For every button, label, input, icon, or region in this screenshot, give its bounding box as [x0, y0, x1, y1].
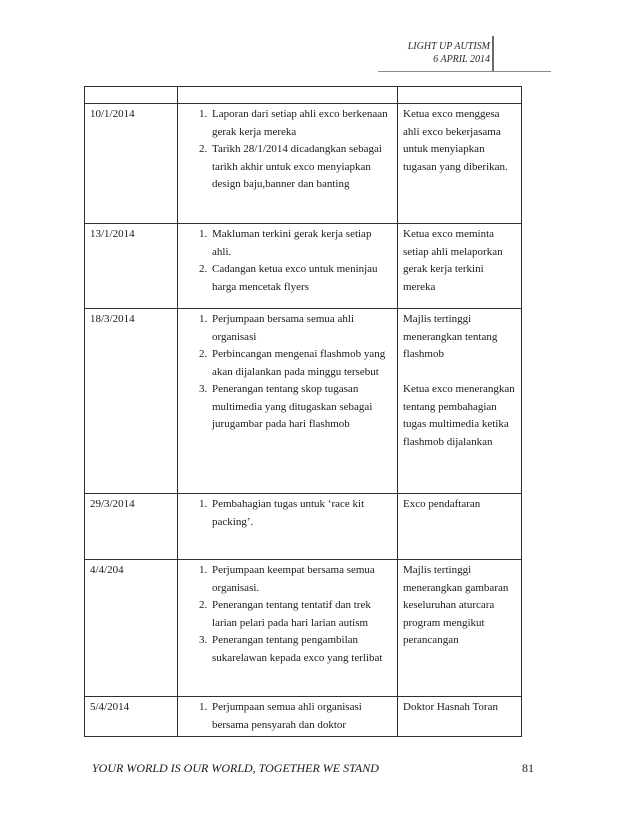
header-cell-activities [178, 87, 398, 104]
table-row [85, 494, 522, 560]
header-cell-date [85, 87, 178, 104]
activity-list [178, 106, 393, 194]
activities-cell [178, 494, 398, 560]
responsible-cell: Doktor Hasnah Toran [398, 697, 522, 737]
date-cell: 5/4/2014 [85, 697, 178, 737]
page-header [290, 40, 490, 66]
responsible-cell: Majlis tertinggi menerangkan gambaran keseluruhan aturcara program mengikut perancangan [398, 560, 522, 697]
activities-cell [178, 104, 398, 224]
activities-cell [178, 309, 398, 494]
table-row [85, 697, 522, 737]
activity-item: 2. Perbincangan mengenai flashmob yang akan dijalankan pada minggu tersebut [210, 346, 393, 381]
table-header-row [85, 87, 522, 104]
date-cell: 29/3/2014 [85, 494, 178, 560]
activities-cell [178, 224, 398, 309]
header-cell-responsible [398, 87, 522, 104]
table-row [85, 224, 522, 309]
date-cell: 13/1/2014 [85, 224, 178, 309]
header-divider-vertical [492, 36, 494, 72]
activities-cell [178, 697, 398, 737]
activity-table [84, 86, 522, 737]
table-row [85, 104, 522, 224]
activity-list [178, 699, 393, 734]
header-title: LIGHT UP AUTISM [407, 41, 490, 52]
activity-item: 1. Pembahagian tugas untuk ‘race kit packing’. [210, 496, 393, 531]
responsible-cell: Ketua exco meminta setiap ahli melaporkan gerak kerja terkini mereka [398, 224, 522, 309]
activity-item: 1. Perjumpaan semua ahli organisasi bersama pensyarah dan doktor [210, 699, 393, 734]
activity-item: 1. Perjumpaan keempat bersama semua organisasi. [210, 562, 393, 597]
table-row [85, 309, 522, 494]
activity-list [178, 562, 393, 667]
date-cell: 4/4/204 [85, 560, 178, 697]
activity-item: 1. Makluman terkini gerak kerja setiap ahli. [210, 226, 393, 261]
activity-item: 1. Perjumpaan bersama semua ahli organisasi [210, 311, 393, 346]
activity-list [178, 226, 393, 296]
activity-item: 1. Laporan dari setiap ahli exco berkenaan gerak kerja mereka [210, 106, 393, 141]
activity-list [178, 496, 393, 531]
activities-cell [178, 560, 398, 697]
activity-item: 3. Penerangan tentang pengambilan sukarelawan kepada exco yang terlibat [210, 632, 393, 667]
footer-slogan: YOUR WORLD IS OUR WORLD, TOGETHER WE STAND [92, 761, 379, 775]
responsible-cell: Ketua exco menggesa ahli exco bekerjasama untuk menyiapkan tugasan yang diberikan. [398, 104, 522, 224]
page-number: 81 [522, 761, 534, 775]
header-date: 6 APRIL 2014 [433, 54, 490, 65]
responsible-cell: Exco pendaftaran [398, 494, 522, 560]
activity-item: 3. Penerangan tentang skop tugasan multimedia yang ditugaskan sebagai jurugambar pada hari flashmob [210, 381, 393, 434]
table-row [85, 560, 522, 697]
activity-item: 2. Cadangan ketua exco untuk meninjau harga mencetak flyers [210, 261, 393, 296]
date-cell: 18/3/2014 [85, 309, 178, 494]
header-divider-horizontal [378, 71, 551, 72]
activity-list [178, 311, 393, 434]
activity-item: 2. Tarikh 28/1/2014 dicadangkan sebagai tarikh akhir untuk exco menyiapkan design baju,banner dan banting [210, 141, 393, 194]
responsible-cell: Majlis tertinggi menerangkan tentang flashmob Ketua exco menerangkan tentang pembahagian tugas multimedia ketika flashmob dijalankan [398, 309, 522, 494]
date-cell: 10/1/2014 [85, 104, 178, 224]
activity-item: 2. Penerangan tentang tentatif dan trek larian pelari pada hari larian autism [210, 597, 393, 632]
